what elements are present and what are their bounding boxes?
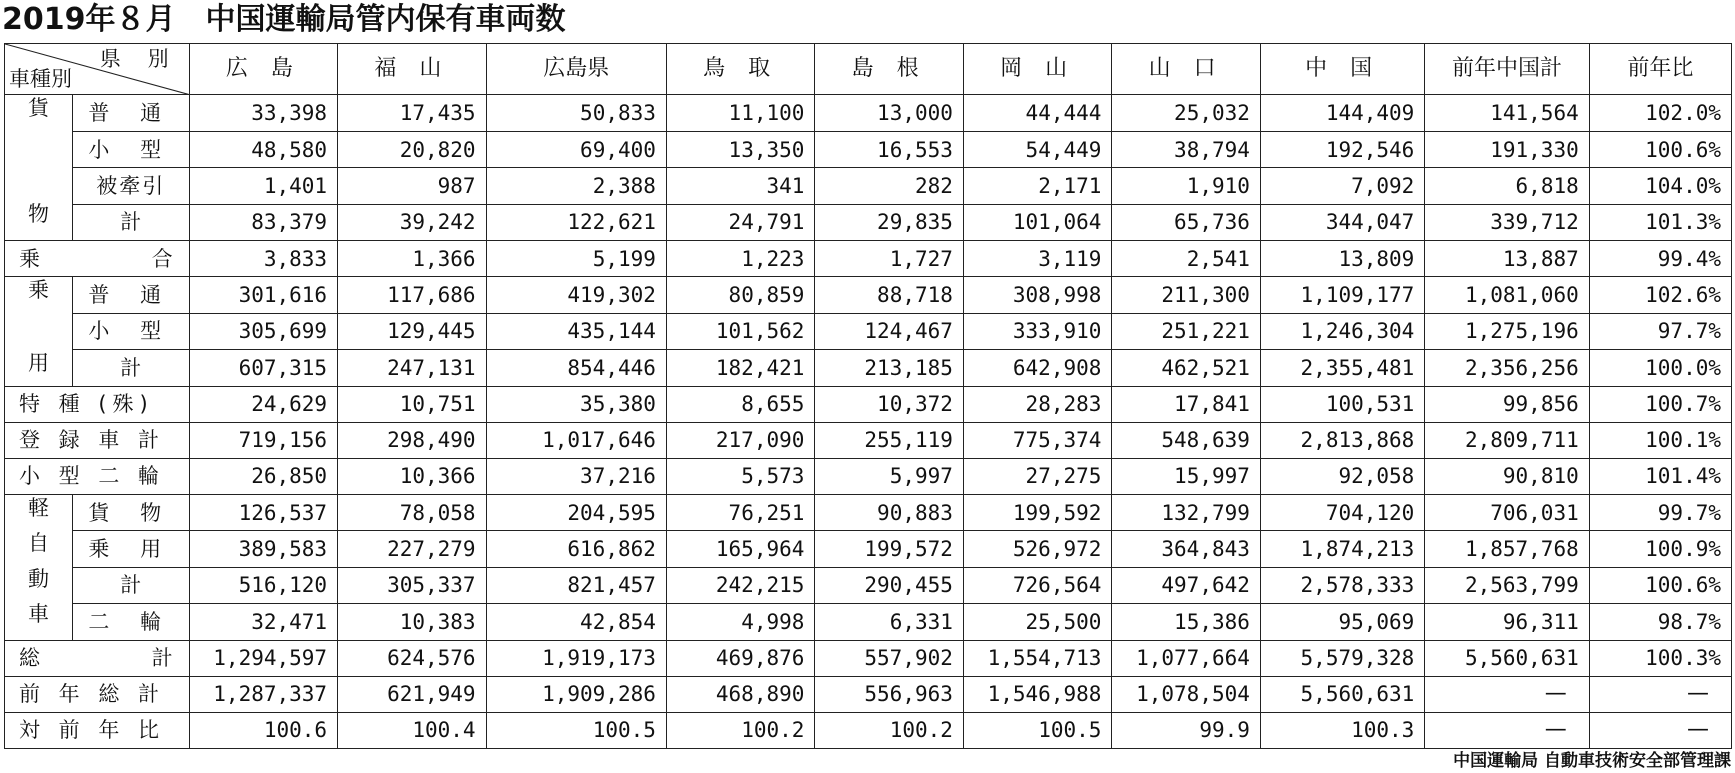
- cell-tottori: 8,655: [666, 386, 815, 422]
- cell-prev-year-total: 99,856: [1425, 386, 1589, 422]
- table-row: [5, 313, 1732, 349]
- col-header-tottori: 鳥 取: [666, 44, 815, 95]
- cell-okayama: 101,064: [963, 204, 1112, 240]
- cell-hiroshima-pref: 821,457: [486, 567, 666, 603]
- cell-yoy-ratio: 98.7%: [1589, 604, 1731, 640]
- row-label: 普 通: [72, 95, 189, 131]
- cell-fukuyama: 100.4: [338, 712, 487, 748]
- cell-tottori: 100.2: [666, 712, 815, 748]
- row-label-tokushu: 特 種 (殊): [5, 386, 190, 422]
- cell-yoy-ratio: 101.3%: [1589, 204, 1731, 240]
- row-label: 被牽引: [72, 168, 189, 204]
- cell-chugoku: 2,813,868: [1260, 422, 1424, 458]
- cell-okayama: 642,908: [963, 350, 1112, 387]
- cell-chugoku: 1,874,213: [1260, 531, 1424, 567]
- cell-shimane: 255,119: [815, 422, 964, 458]
- cell-chugoku: 13,809: [1260, 241, 1424, 277]
- cell-hiroshima: 719,156: [189, 422, 338, 458]
- table-row: [5, 277, 1732, 313]
- cell-okayama: 25,500: [963, 604, 1112, 640]
- cell-hiroshima-pref: 35,380: [486, 386, 666, 422]
- row-label-right: 計: [151, 646, 173, 671]
- cell-shimane: 290,455: [815, 567, 964, 603]
- cell-okayama: 775,374: [963, 422, 1112, 458]
- cell-hiroshima-pref: 42,854: [486, 604, 666, 640]
- corner-label-prefecture: 県 別: [99, 47, 179, 71]
- cell-yoy-ratio: 99.7%: [1589, 494, 1731, 530]
- cell-yoy-ratio: 99.4%: [1589, 241, 1731, 277]
- cell-tottori: 5,573: [666, 458, 815, 494]
- cell-yamaguchi: 548,639: [1112, 422, 1261, 458]
- row-label-toroku-kei: 登 録 車 計: [5, 422, 190, 458]
- table-row: [5, 712, 1732, 748]
- cell-tottori: 242,215: [666, 567, 815, 603]
- cell-prev-year-total: 6,818: [1425, 168, 1589, 204]
- cell-yamaguchi: 462,521: [1112, 350, 1261, 387]
- cell-hiroshima-pref: 854,446: [486, 350, 666, 387]
- cell-prev-year-total: 1,857,768: [1425, 531, 1589, 567]
- cell-hiroshima-pref: 419,302: [486, 277, 666, 313]
- table-row: [5, 531, 1732, 567]
- cell-fukuyama: 117,686: [338, 277, 487, 313]
- cell-fukuyama: 621,949: [338, 676, 487, 712]
- cell-tottori: 1,223: [666, 241, 815, 277]
- cell-fukuyama: 17,435: [338, 95, 487, 131]
- cell-hiroshima-pref: 122,621: [486, 204, 666, 240]
- cell-chugoku: 5,579,328: [1260, 640, 1424, 676]
- cell-hiroshima: 516,120: [189, 567, 338, 603]
- table-row: [5, 386, 1732, 422]
- cell-yoy-ratio: 101.4%: [1589, 458, 1731, 494]
- cell-yoy-ratio: 100.7%: [1589, 386, 1731, 422]
- cell-shimane: 90,883: [815, 494, 964, 530]
- row-label-left: 乗: [19, 246, 46, 271]
- source-credit: 中国運輸局 自動車技術安全部管理課: [1453, 751, 1731, 771]
- cell-okayama: 54,449: [963, 131, 1112, 167]
- cell-hiroshima: 26,850: [189, 458, 338, 494]
- cell-yamaguchi: 132,799: [1112, 494, 1261, 530]
- cell-shimane: 6,331: [815, 604, 964, 640]
- cell-fukuyama: 10,751: [338, 386, 487, 422]
- cell-hiroshima-pref: 1,909,286: [486, 676, 666, 712]
- cell-hiroshima-pref: 69,400: [486, 131, 666, 167]
- cell-tottori: 80,859: [666, 277, 815, 313]
- col-header-fukuyama: 福 山: [338, 44, 487, 95]
- cell-hiroshima: 305,699: [189, 313, 338, 349]
- row-label-taizennenhi: 対 前 年 比: [5, 712, 190, 748]
- table-row: [5, 494, 1732, 530]
- cell-prev-year-total: 1,081,060: [1425, 277, 1589, 313]
- cell-hiroshima: 48,580: [189, 131, 338, 167]
- cell-prev-year-total: 339,712: [1425, 204, 1589, 240]
- cell-shimane: 556,963: [815, 676, 964, 712]
- cell-chugoku: 5,560,631: [1260, 676, 1424, 712]
- cell-hiroshima: 1,401: [189, 168, 338, 204]
- cell-hiroshima-pref: 1,919,173: [486, 640, 666, 676]
- group-label-joyo-top: 乗: [27, 278, 49, 303]
- cell-chugoku: 7,092: [1260, 168, 1424, 204]
- cell-shimane: 1,727: [815, 241, 964, 277]
- cell-yamaguchi: 1,078,504: [1112, 676, 1261, 712]
- cell-shimane: 88,718: [815, 277, 964, 313]
- cell-fukuyama: 1,366: [338, 241, 487, 277]
- cell-okayama: 100.5: [963, 712, 1112, 748]
- cell-tottori: 13,350: [666, 131, 815, 167]
- cell-tottori: 182,421: [666, 350, 815, 387]
- cell-hiroshima: 1,287,337: [189, 676, 338, 712]
- cell-hiroshima: 126,537: [189, 494, 338, 530]
- group-label-joyo: [5, 277, 73, 386]
- cell-tottori: 101,562: [666, 313, 815, 349]
- cell-yoy-ratio: 102.0%: [1589, 95, 1731, 131]
- cell-prev-year-total: 90,810: [1425, 458, 1589, 494]
- cell-tottori: 24,791: [666, 204, 815, 240]
- page-title: 2019年８月 中国運輸局管内保有車両数: [2, 2, 566, 37]
- cell-prev-year-total: 2,356,256: [1425, 350, 1589, 387]
- group-label-kei-3: 車: [27, 601, 49, 626]
- table-row: [5, 168, 1732, 204]
- cell-chugoku: 95,069: [1260, 604, 1424, 640]
- col-header-hiroshima: 広 島: [189, 44, 338, 95]
- table-row: [5, 95, 1732, 131]
- cell-chugoku: 344,047: [1260, 204, 1424, 240]
- cell-yoy-ratio: 100.3%: [1589, 640, 1731, 676]
- cell-fukuyama: 10,366: [338, 458, 487, 494]
- row-label-left: 総: [19, 646, 46, 671]
- row-label: 計: [72, 350, 189, 387]
- cell-tottori: 469,876: [666, 640, 815, 676]
- col-header-chugoku: 中 国: [1260, 44, 1424, 95]
- cell-okayama: 1,554,713: [963, 640, 1112, 676]
- cell-yoy-ratio: 102.6%: [1589, 277, 1731, 313]
- header-row: [5, 44, 1732, 95]
- cell-yamaguchi: 497,642: [1112, 567, 1261, 603]
- row-label-kogata-nirin: 小 型 二 輪: [5, 458, 190, 494]
- group-label-joyo-bottom: 用: [27, 351, 49, 376]
- cell-chugoku: 1,246,304: [1260, 313, 1424, 349]
- cell-tottori: 341: [666, 168, 815, 204]
- cell-fukuyama: 247,131: [338, 350, 487, 387]
- cell-yoy-ratio: 100.9%: [1589, 531, 1731, 567]
- row-label-right: 合: [151, 246, 173, 271]
- cell-fukuyama: 305,337: [338, 567, 487, 603]
- cell-hiroshima: 33,398: [189, 95, 338, 131]
- cell-fukuyama: 624,576: [338, 640, 487, 676]
- cell-prev-year-total: 2,563,799: [1425, 567, 1589, 603]
- table-row: [5, 676, 1732, 712]
- cell-yamaguchi: 25,032: [1112, 95, 1261, 131]
- corner-label-vehicle-type: 車種別: [9, 67, 72, 92]
- cell-hiroshima-pref: 1,017,646: [486, 422, 666, 458]
- cell-yoy-ratio: 100.6%: [1589, 567, 1731, 603]
- cell-prev-year-total: 191,330: [1425, 131, 1589, 167]
- col-header-prev-year-total: 前年中国計: [1425, 44, 1589, 95]
- cell-tottori: 11,100: [666, 95, 815, 131]
- group-label-kamotsu: [5, 95, 73, 241]
- table-row: [5, 567, 1732, 603]
- row-label-zennen-sokei: 前 年 総 計: [5, 676, 190, 712]
- cell-hiroshima-pref: 50,833: [486, 95, 666, 131]
- cell-fukuyama: 78,058: [338, 494, 487, 530]
- row-label-noriai: [5, 241, 190, 277]
- cell-shimane: 10,372: [815, 386, 964, 422]
- cell-hiroshima: 1,294,597: [189, 640, 338, 676]
- corner-header-cell: [5, 44, 190, 95]
- table-row: [5, 204, 1732, 240]
- table-row: [5, 458, 1732, 494]
- cell-hiroshima-pref: 616,862: [486, 531, 666, 567]
- group-label-kei-0: 軽: [27, 495, 49, 520]
- cell-yamaguchi: 211,300: [1112, 277, 1261, 313]
- cell-yamaguchi: 38,794: [1112, 131, 1261, 167]
- cell-prev-year-total: 141,564: [1425, 95, 1589, 131]
- cell-chugoku: 100.3: [1260, 712, 1424, 748]
- group-label-kei-1: 自: [27, 531, 49, 556]
- cell-prev-year-total: —: [1425, 676, 1589, 712]
- cell-shimane: 16,553: [815, 131, 964, 167]
- cell-yamaguchi: 251,221: [1112, 313, 1261, 349]
- table-row: [5, 604, 1732, 640]
- cell-hiroshima-pref: 37,216: [486, 458, 666, 494]
- cell-hiroshima: 389,583: [189, 531, 338, 567]
- col-header-shimane: 島 根: [815, 44, 964, 95]
- row-label-sokei: [5, 640, 190, 676]
- cell-hiroshima: 32,471: [189, 604, 338, 640]
- cell-yoy-ratio: 104.0%: [1589, 168, 1731, 204]
- cell-tottori: 217,090: [666, 422, 815, 458]
- cell-tottori: 165,964: [666, 531, 815, 567]
- cell-okayama: 333,910: [963, 313, 1112, 349]
- cell-prev-year-total: 13,887: [1425, 241, 1589, 277]
- vehicle-count-table: [4, 43, 1732, 749]
- cell-hiroshima-pref: 5,199: [486, 241, 666, 277]
- col-header-yoy-ratio: 前年比: [1589, 44, 1731, 95]
- cell-chugoku: 1,109,177: [1260, 277, 1424, 313]
- cell-shimane: 199,572: [815, 531, 964, 567]
- cell-fukuyama: 987: [338, 168, 487, 204]
- cell-chugoku: 192,546: [1260, 131, 1424, 167]
- row-label: 貨 物: [72, 494, 189, 530]
- table-row: [5, 350, 1732, 387]
- cell-yamaguchi: 2,541: [1112, 241, 1261, 277]
- cell-okayama: 28,283: [963, 386, 1112, 422]
- cell-yoy-ratio: 100.1%: [1589, 422, 1731, 458]
- cell-yoy-ratio: 100.6%: [1589, 131, 1731, 167]
- table-row: [5, 422, 1732, 458]
- cell-shimane: 100.2: [815, 712, 964, 748]
- cell-chugoku: 704,120: [1260, 494, 1424, 530]
- group-label-kei-jidosha: [5, 494, 73, 640]
- row-label: 乗 用: [72, 531, 189, 567]
- cell-hiroshima-pref: 100.5: [486, 712, 666, 748]
- cell-shimane: 213,185: [815, 350, 964, 387]
- table-row: [5, 131, 1732, 167]
- cell-yoy-ratio: —: [1589, 712, 1731, 748]
- cell-fukuyama: 227,279: [338, 531, 487, 567]
- cell-yoy-ratio: —: [1589, 676, 1731, 712]
- cell-hiroshima: 24,629: [189, 386, 338, 422]
- cell-yamaguchi: 15,386: [1112, 604, 1261, 640]
- cell-shimane: 29,835: [815, 204, 964, 240]
- cell-yamaguchi: 65,736: [1112, 204, 1261, 240]
- cell-prev-year-total: 1,275,196: [1425, 313, 1589, 349]
- cell-fukuyama: 20,820: [338, 131, 487, 167]
- cell-prev-year-total: —: [1425, 712, 1589, 748]
- cell-fukuyama: 39,242: [338, 204, 487, 240]
- cell-tottori: 76,251: [666, 494, 815, 530]
- cell-hiroshima: 607,315: [189, 350, 338, 387]
- cell-okayama: 3,119: [963, 241, 1112, 277]
- cell-okayama: 2,171: [963, 168, 1112, 204]
- row-label: 二 輪: [72, 604, 189, 640]
- group-label-kamotsu-top: 貨: [27, 96, 49, 121]
- row-label: 普 通: [72, 277, 189, 313]
- cell-prev-year-total: 706,031: [1425, 494, 1589, 530]
- cell-chugoku: 2,355,481: [1260, 350, 1424, 387]
- row-label: 計: [72, 567, 189, 603]
- cell-tottori: 468,890: [666, 676, 815, 712]
- cell-yamaguchi: 1,910: [1112, 168, 1261, 204]
- row-label: 小 型: [72, 313, 189, 349]
- cell-hiroshima-pref: 435,144: [486, 313, 666, 349]
- cell-hiroshima-pref: 2,388: [486, 168, 666, 204]
- cell-okayama: 27,275: [963, 458, 1112, 494]
- cell-shimane: 282: [815, 168, 964, 204]
- cell-okayama: 726,564: [963, 567, 1112, 603]
- cell-yamaguchi: 15,997: [1112, 458, 1261, 494]
- cell-yoy-ratio: 97.7%: [1589, 313, 1731, 349]
- table-row: [5, 640, 1732, 676]
- cell-okayama: 1,546,988: [963, 676, 1112, 712]
- cell-hiroshima: 301,616: [189, 277, 338, 313]
- cell-shimane: 13,000: [815, 95, 964, 131]
- cell-chugoku: 144,409: [1260, 95, 1424, 131]
- cell-shimane: 124,467: [815, 313, 964, 349]
- cell-okayama: 526,972: [963, 531, 1112, 567]
- table-row: [5, 241, 1732, 277]
- cell-okayama: 199,592: [963, 494, 1112, 530]
- cell-fukuyama: 10,383: [338, 604, 487, 640]
- cell-hiroshima: 83,379: [189, 204, 338, 240]
- cell-yamaguchi: 1,077,664: [1112, 640, 1261, 676]
- col-header-yamaguchi: 山 口: [1112, 44, 1261, 95]
- cell-shimane: 557,902: [815, 640, 964, 676]
- row-label: 計: [72, 204, 189, 240]
- cell-okayama: 308,998: [963, 277, 1112, 313]
- cell-hiroshima: 100.6: [189, 712, 338, 748]
- cell-okayama: 44,444: [963, 95, 1112, 131]
- cell-chugoku: 92,058: [1260, 458, 1424, 494]
- row-label: 小 型: [72, 131, 189, 167]
- group-label-kamotsu-bottom: 物: [27, 202, 49, 227]
- cell-shimane: 5,997: [815, 458, 964, 494]
- cell-fukuyama: 129,445: [338, 313, 487, 349]
- cell-yamaguchi: 17,841: [1112, 386, 1261, 422]
- col-header-okayama: 岡 山: [963, 44, 1112, 95]
- group-label-kei-2: 動: [27, 566, 49, 591]
- cell-hiroshima-pref: 204,595: [486, 494, 666, 530]
- cell-hiroshima: 3,833: [189, 241, 338, 277]
- col-header-hiroshima-pref: 広島県: [486, 44, 666, 95]
- cell-yamaguchi: 99.9: [1112, 712, 1261, 748]
- cell-yoy-ratio: 100.0%: [1589, 350, 1731, 387]
- cell-prev-year-total: 2,809,711: [1425, 422, 1589, 458]
- cell-chugoku: 100,531: [1260, 386, 1424, 422]
- cell-yamaguchi: 364,843: [1112, 531, 1261, 567]
- cell-chugoku: 2,578,333: [1260, 567, 1424, 603]
- cell-prev-year-total: 96,311: [1425, 604, 1589, 640]
- cell-fukuyama: 298,490: [338, 422, 487, 458]
- cell-tottori: 4,998: [666, 604, 815, 640]
- cell-prev-year-total: 5,560,631: [1425, 640, 1589, 676]
